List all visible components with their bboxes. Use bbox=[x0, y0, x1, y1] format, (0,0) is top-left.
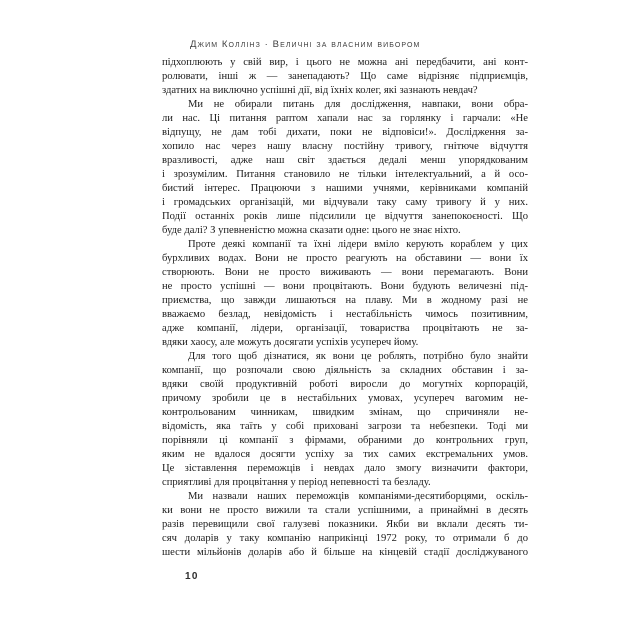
text-line: вважаємо безлад, невідомість і нестабільність чимось позитивним, bbox=[162, 309, 528, 320]
text-line: підхоплюють у свій вир, і цього не можна ані передбачити, ані конт- bbox=[162, 57, 528, 68]
text-line: адже компанії, лідери, організації, товариства процвітають не за- bbox=[162, 323, 528, 334]
running-header: Джим Коллінз · Величні за власним вибором bbox=[190, 39, 421, 50]
text-line: і громадських організацій, ми відчували таку саму тривогу й у них. bbox=[162, 197, 528, 208]
text-line: разів перевищили свої галузеві показники. Якби ви вклали десять ти- bbox=[162, 519, 528, 530]
body-text-block bbox=[162, 56, 528, 560]
text-line: приємства, що завжди лишаються на плаву. Ми в жодному разі не bbox=[162, 295, 528, 306]
page-number: 10 bbox=[185, 571, 199, 582]
text-line: бистий інтерес. Працюючи з нашими учнями, керівниками компаній bbox=[162, 183, 528, 194]
text-line: сяч доларів у таку компанію наприкінці 1972 року, то отримали б до bbox=[162, 533, 528, 544]
text-line: відомість, яка таїть у собі приховані загрози та небезпеки. Тоді ми bbox=[162, 421, 528, 432]
text-line: буде далі? З упевненістю можна сказати одне: цього не знає ніхто. bbox=[162, 225, 461, 236]
text-line: Ми назвали наших переможців компаніями-десятиборцями, оскіль- bbox=[188, 491, 528, 502]
text-line: здатних на виключно успішні дії, від їхніх колег, які зазнають невдач? bbox=[162, 85, 478, 96]
text-line: причому зробили це в нестабільних умовах, усупереч вагомим не- bbox=[162, 393, 528, 404]
text-line: вразливості, адже наш світ здається дедалі менш упорядкованим bbox=[162, 155, 528, 166]
text-line: ролювати, інші ж — занепадають? Що саме відрізняє підприємців, bbox=[162, 71, 528, 82]
text-line: і зрозумілим. Питання становило не тільки інтелектуальний, а й осо- bbox=[162, 169, 528, 180]
text-line: контрольованим чинникам, швидким змінам, що спричиняли не- bbox=[162, 407, 528, 418]
text-line: Для того щоб дізнатися, як вони це роблять, потрібно було знайти bbox=[188, 351, 528, 362]
text-line: вдяки хаосу, але можуть досягати успіхів усупереч йому. bbox=[162, 337, 419, 348]
text-line: відпущу, не дам тобі дихати, поки не відповіси!». Дослідження за- bbox=[162, 127, 528, 138]
text-line: бурхливих водах. Вони не просто реагують на обставини — вони їх bbox=[162, 253, 528, 264]
text-line: шести мільйонів доларів або й більше на кінцевій стадії досліджуваного bbox=[162, 547, 528, 558]
text-line: компанії, що розпочали свою діяльність за складних обставин і за- bbox=[162, 365, 528, 376]
text-line: Ми не обирали питань для дослідження, навпаки, вони обра- bbox=[188, 99, 528, 110]
text-line: хопило нас через нашу власну постійну тривогу, гнітюче відчуття bbox=[162, 141, 528, 152]
text-line: порівняли ці компанії з фірмами, обраними до контрольних груп, bbox=[162, 435, 528, 446]
text-line: сприятливі для процвітання у період непевності та безладу. bbox=[162, 477, 431, 488]
text-line: не просто успішні — вони процвітають. Вони будують величезні під- bbox=[162, 281, 528, 292]
text-line: вдяки своїй продуктивній роботі виросли до могутніх корпорацій, bbox=[162, 379, 528, 390]
text-line: створюють. Вони не просто виживають — вони перемагають. Вони bbox=[162, 267, 528, 278]
text-line: Це зіставлення переможців і невдах дало змогу визначити фактори, bbox=[162, 463, 528, 474]
text-line: яким не вдалося досягти успіху за тих самих екстремальних умов. bbox=[162, 449, 528, 460]
text-line: Проте деякі компанії та їхні лідери вміло керують кораблем у цих bbox=[188, 239, 528, 250]
text-line: ли нас. Ці питання раптом хапали нас за горлянку і гарчали: «Не bbox=[162, 113, 528, 124]
text-line: ки вони не просто вижили та стали успішними, а принаймні в десять bbox=[162, 505, 528, 516]
text-line: Події останніх років лише підсилили це відчуття занепокоєності. Що bbox=[162, 211, 528, 222]
